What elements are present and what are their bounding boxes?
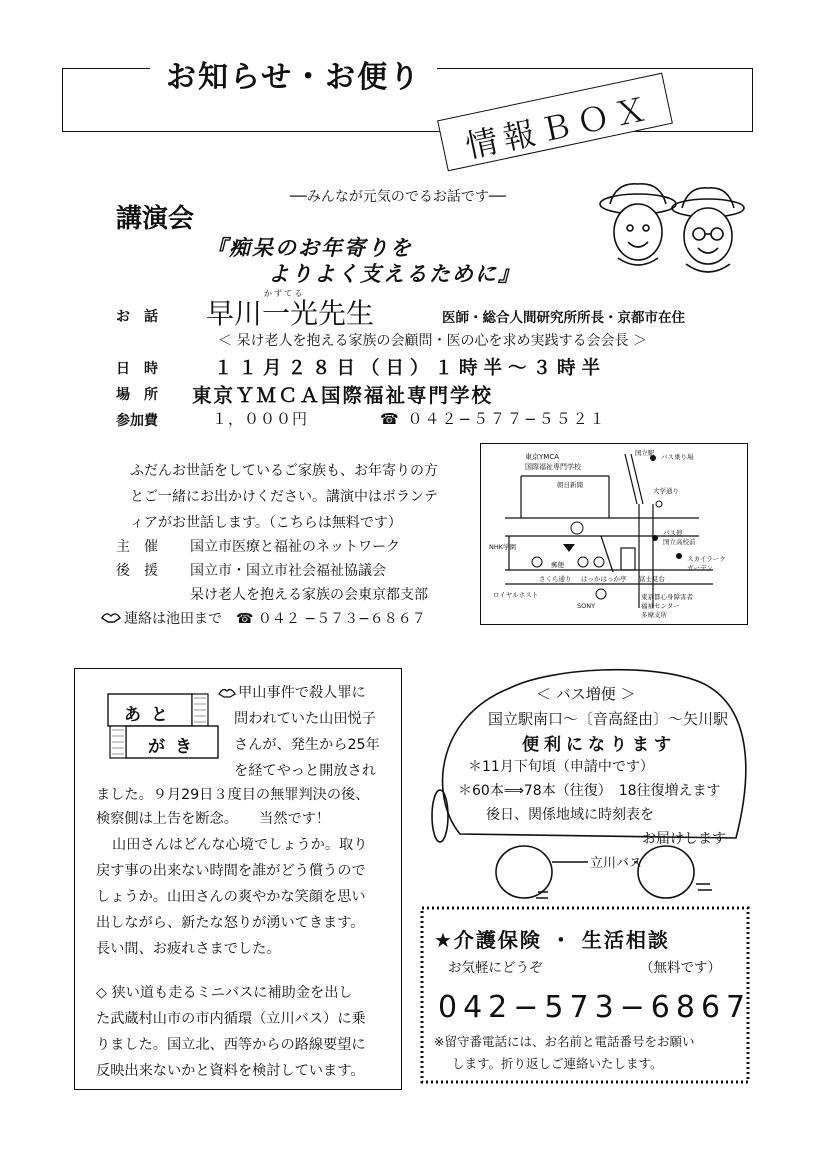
lecture-title-line1: 『痴呆のお年寄りを [206,236,413,260]
map-label-skylark: スカイラーク ガーデン [687,555,726,572]
atogaki-p2-line-2: 戻す事の出来ない時間を誰がどう償うので [96,863,366,879]
map-label-daigaku-dori: 大学通り [653,487,679,495]
elderly-couple-illustration [594,182,754,286]
map-label-post: 郵便 [551,561,564,569]
map-label-school: 東京YMCA 国際福祉専門学校 [525,453,581,471]
care-note-1: ※留守番電話には、お名前と電話番号をお願い [434,1034,695,1049]
atogaki-p2-line-3: しょうか。山田さんの爽やかな笑顔を思い [96,889,366,905]
date-value: １１月２８日（日）１時半～３時半 [214,358,607,379]
map-label-royal-host: ロイヤルホスト [493,591,539,599]
map-label-nhk: NHK学園 [489,543,517,551]
care-phone: 042−573−6867 [438,990,752,1025]
bullet-icon [218,686,236,698]
atogaki-p1-head-1: 甲山事件で殺人罪に [238,685,366,701]
atogaki-label-2: がき [148,737,202,757]
speaker-title: 医師・総合人間研究所所長・京都市在住 [442,310,685,326]
host-label: 主 催 [116,539,158,555]
date-label: 日 時 [116,361,158,377]
contact-icon [100,610,122,624]
atogaki-label-1: あと [124,705,178,725]
map-label-fujimi: 富士見台 [639,575,665,583]
map-label-bus-stop2: バス停 国立高校前 [663,529,696,546]
atogaki-p2-line-1: 山田さんはどんな心境でしょうか。取り [112,837,368,853]
map-label-center: 東京都心身障害者 福祉センター 多摩支所 [641,593,693,619]
bus-route: 国立駅南口～〔音高経由〕～矢川駅 [488,710,729,728]
map-label-hakka: はっかはっか亭 [581,575,627,583]
atogaki-p3-line-1: ◇ 狭い道も走るミニバスに補助金を出し [96,985,353,1001]
atogaki-p3-line-2: た武蔵村山市の市内循環（立川バス）に乗 [96,1011,366,1027]
place-label: 場 所 [116,387,158,403]
map-label-bus-stop: バス乗り場 [661,453,694,461]
atogaki-p1-head-3: さんが、発生から25年 [234,737,380,753]
atogaki-p2-line-4: 出しながら、新たな怒りが湧いてきます。 [96,915,365,931]
support-value-2: 呆け老人を抱える家族の会東京都支部 [190,587,428,603]
map-label-kunitachi-station: 国立駅 [635,449,655,457]
desc-line-1: ふだんお世話をしているご家族も、お年寄りの方 [130,463,438,479]
map-label-sony: SONY [577,602,596,610]
care-sub: お気軽にどうぞ [448,960,543,976]
contact-text: 連絡は池田まで ☎ ０４２ −５７３−６８６７ [124,611,426,627]
page-title: お知らせ・お便り [150,52,437,96]
bus-item-2: ＊60本⟹78本（往復） 18往復増えます [458,783,721,799]
host-value: 国立市医療と福祉のネットワーク [190,539,400,555]
desc-line-2: とご一緒にお出かけください。講演中はボランテ [130,489,438,505]
atogaki-p1-body-1: ました。９月29日３度目の無罪判決の後、 [96,787,370,803]
map-label-sakura: さくら通り [539,575,572,583]
atogaki-p2-line-5: 長い間、お疲れさまでした。 [96,941,281,957]
bus-label: 立川バス [590,856,643,871]
support-label: 後 援 [116,563,158,579]
care-free: （無料です） [640,960,721,976]
bus-item-1: ＊11月下旬頃（申請中です） [468,759,654,775]
atogaki-p3-line-3: りました。国立北、西等からの路線要望に [96,1037,366,1053]
care-note-2: します。折り返しご連絡いたします。 [452,1056,663,1071]
place-value: 東京ＹＭＣＡ国際福祉専門学校 [192,384,494,407]
info-box-badge-text: 情報ＢＯＸ [462,88,657,166]
desc-line-3: ィアがお世話します。（こちらは無料です） [130,515,402,531]
fee-value: １，０００円 [212,410,309,428]
access-map [480,443,748,625]
atogaki-p3-line-4: 反映出来ないかと資料を検討しています。 [96,1063,365,1079]
support-value-1: 国立市・国立市社会福祉協議会 [190,563,386,579]
lecture-title-line2: よりよく支えるために』 [268,262,521,286]
lecture-heading: 講演会 [116,204,195,234]
fee-label: 参加費 [116,413,158,429]
speaker-ruby: かずてる [264,289,305,298]
speaker-subtitle: ＜ 呆け老人を抱える家族の会顧問・医の心を求め実践する会会長 ＞ [218,333,647,349]
lecture-tagline: ──みんなが元気のでるお話です── [290,189,506,205]
bus-heading: ＜ バス増便 ＞ [536,685,636,703]
atogaki-p1-head-4: を経てやっと開放され [234,763,376,779]
speaker-label: お 話 [116,309,158,325]
speaker-name: 早川一光先生 [206,297,375,330]
map-label-asahi: 朝日新聞 [557,481,583,489]
atogaki-p1-head-2: 問われていた山田悦子 [234,711,376,727]
care-title: ★介護保険 ・ 生活相談 [434,928,670,952]
bus-convenient: 便利になります [522,735,676,755]
bus-item-3: 後日、関係地域に時刻表を [486,807,654,823]
bus-item-4: お届けします [642,831,726,847]
atogaki-p1-body-2: 検察側は上告を断念。 当然です！ [96,811,331,827]
fee-phone: ☎ ０４２−５７７−５５２１ [380,410,607,428]
